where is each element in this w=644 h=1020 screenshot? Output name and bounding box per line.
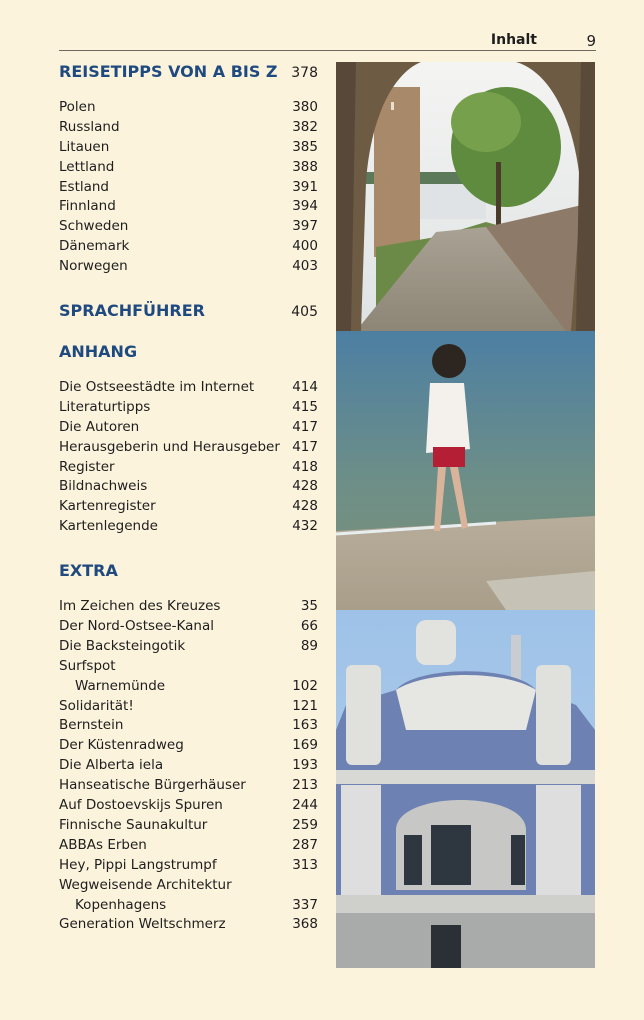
toc-entry[interactable] xyxy=(59,497,318,517)
toc-section-anhang xyxy=(59,340,318,537)
toc-entry[interactable] xyxy=(59,896,318,916)
toc-entry[interactable] xyxy=(59,178,318,198)
entry-page: 403 xyxy=(292,258,318,275)
entry-label: Dänemark xyxy=(59,238,130,255)
entry-label: Finnland xyxy=(59,198,116,215)
toc-entry[interactable] xyxy=(59,876,318,896)
entry-label: Litauen xyxy=(59,138,110,155)
entry-label: Polen xyxy=(59,99,96,115)
page-number: 9 xyxy=(586,32,596,50)
entry-label: Lettland xyxy=(59,158,115,175)
entry-label: Herausgeberin und Herausgeber xyxy=(59,438,280,455)
entry-page: 397 xyxy=(292,218,318,235)
toc-entry[interactable] xyxy=(59,796,318,816)
section-heading[interactable] xyxy=(59,559,318,583)
toc-entry[interactable] xyxy=(59,716,318,736)
toc-entry[interactable] xyxy=(59,398,318,418)
entry-page: 193 xyxy=(292,757,318,774)
photo-facade xyxy=(336,610,595,968)
toc-entry[interactable] xyxy=(59,477,318,497)
toc-entry[interactable] xyxy=(59,597,318,617)
entry-label: Die Autoren xyxy=(59,418,140,435)
toc-entry[interactable] xyxy=(59,378,318,398)
section-heading[interactable] xyxy=(59,299,318,323)
entry-page: 213 xyxy=(292,777,318,794)
toc-entry[interactable] xyxy=(59,418,318,438)
toc-entry[interactable] xyxy=(59,517,318,537)
section-heading[interactable] xyxy=(59,60,318,84)
toc-entry[interactable] xyxy=(59,697,318,717)
entry-label: Kartenlegende xyxy=(59,518,158,535)
entry-page: 394 xyxy=(292,198,318,215)
entry-label: Norwegen xyxy=(59,258,128,275)
toc-entry[interactable] xyxy=(59,756,318,776)
entry-page: 388 xyxy=(292,158,318,175)
toc-entry[interactable] xyxy=(59,677,318,697)
toc-entry[interactable] xyxy=(59,856,318,876)
toc-entry[interactable] xyxy=(59,458,318,478)
toc-entry[interactable] xyxy=(59,217,318,237)
entry-page: 418 xyxy=(292,458,318,475)
entry-page: 400 xyxy=(292,238,318,255)
entry-label: Hanseatische Bürgerhäuser xyxy=(59,777,246,794)
entry-label: Der Küstenradweg xyxy=(59,737,184,754)
entry-page: 244 xyxy=(292,797,318,814)
photo-archway xyxy=(336,62,595,331)
toc-entry[interactable] xyxy=(59,438,318,458)
entry-page: 89 xyxy=(300,637,318,654)
toc-entry[interactable] xyxy=(59,257,318,277)
section-title: EXTRA xyxy=(59,561,118,581)
entry-label: Russland xyxy=(59,118,120,135)
toc-entry[interactable] xyxy=(59,816,318,836)
entry-page: 432 xyxy=(292,518,318,535)
toc-entry[interactable] xyxy=(59,776,318,796)
section-page: 405 xyxy=(291,304,318,321)
entry-page: 313 xyxy=(292,856,318,873)
toc-section-sprachfuehrer xyxy=(59,299,318,323)
entry-page: 380 xyxy=(292,99,318,115)
toc-entry[interactable] xyxy=(59,197,318,217)
entry-page: 414 xyxy=(292,379,318,396)
entry-label: Der Nord-Ostsee-Kanal xyxy=(59,618,214,635)
entry-page: 163 xyxy=(292,717,318,734)
entry-label: Kopenhagens xyxy=(75,896,167,913)
toc-section-reisetipps xyxy=(59,60,318,277)
entry-label: Bildnachweis xyxy=(59,478,148,495)
toc-entry[interactable] xyxy=(59,915,318,935)
toc-entry[interactable] xyxy=(59,158,318,178)
entry-page: 417 xyxy=(292,438,318,455)
entry-label: Kartenregister xyxy=(59,498,156,515)
section-heading[interactable] xyxy=(59,340,318,364)
entry-page: 337 xyxy=(292,896,318,913)
entry-label: Finnische Saunakultur xyxy=(59,816,208,833)
entry-page: 391 xyxy=(292,178,318,195)
entry-label: Warnemünde xyxy=(75,677,166,694)
entry-label: Literaturtipps xyxy=(59,398,151,415)
section-title: REISETIPPS VON A BIS Z xyxy=(59,62,278,81)
toc-entry[interactable] xyxy=(59,637,318,657)
entry-page: 287 xyxy=(292,836,318,853)
section-page: 378 xyxy=(291,65,318,81)
entry-label: Im Zeichen des Kreuzes xyxy=(59,598,221,615)
entry-page: 428 xyxy=(292,478,318,495)
entry-label: Wegweisende Architektur xyxy=(59,876,232,893)
toc-section-extra xyxy=(59,559,318,935)
entry-label: ABBAs Erben xyxy=(59,836,147,853)
toc-entry[interactable] xyxy=(59,98,318,118)
entry-label: Bernstein xyxy=(59,717,124,734)
entry-page: 66 xyxy=(300,618,318,635)
entry-label: Die Ostseestädte im Internet xyxy=(59,379,255,396)
toc-entry[interactable] xyxy=(59,118,318,138)
entry-label: Surfspot xyxy=(59,657,116,674)
toc-entry[interactable] xyxy=(59,617,318,637)
entry-page: 428 xyxy=(292,498,318,515)
entry-page: 368 xyxy=(292,916,318,933)
running-head xyxy=(59,30,596,51)
entry-page: 415 xyxy=(292,398,318,415)
toc-entry[interactable] xyxy=(59,657,318,677)
entry-label: Die Alberta iela xyxy=(59,757,164,774)
running-head-title: Inhalt xyxy=(490,32,537,48)
entry-page: 121 xyxy=(292,697,318,714)
entry-label: Estland xyxy=(59,178,110,195)
entry-label: Generation Weltschmerz xyxy=(59,916,226,933)
entry-label: Hey, Pippi Langstrumpf xyxy=(59,856,217,873)
entry-page: 169 xyxy=(292,737,318,754)
toc-entry[interactable] xyxy=(59,736,318,756)
toc-entry[interactable] xyxy=(59,836,318,856)
table-of-contents xyxy=(59,60,318,935)
photo-beach xyxy=(336,331,595,610)
entry-label: Register xyxy=(59,458,115,475)
entry-page: 35 xyxy=(300,598,318,615)
entry-page: 382 xyxy=(292,118,318,135)
entry-label: Die Backsteingotik xyxy=(59,637,186,654)
entry-page: 102 xyxy=(292,677,318,694)
section-title: SPRACHFÜHRER xyxy=(59,301,205,321)
entry-page: 417 xyxy=(292,418,318,435)
entry-label: Auf Dostoevskijs Spuren xyxy=(59,797,223,814)
section-title: ANHANG xyxy=(59,342,138,362)
toc-entry[interactable] xyxy=(59,237,318,257)
entry-page: 385 xyxy=(292,138,318,155)
toc-entry[interactable] xyxy=(59,138,318,158)
entry-page: 259 xyxy=(292,816,318,833)
entry-label: Schweden xyxy=(59,218,129,235)
entry-label: Solidarität! xyxy=(59,697,134,714)
